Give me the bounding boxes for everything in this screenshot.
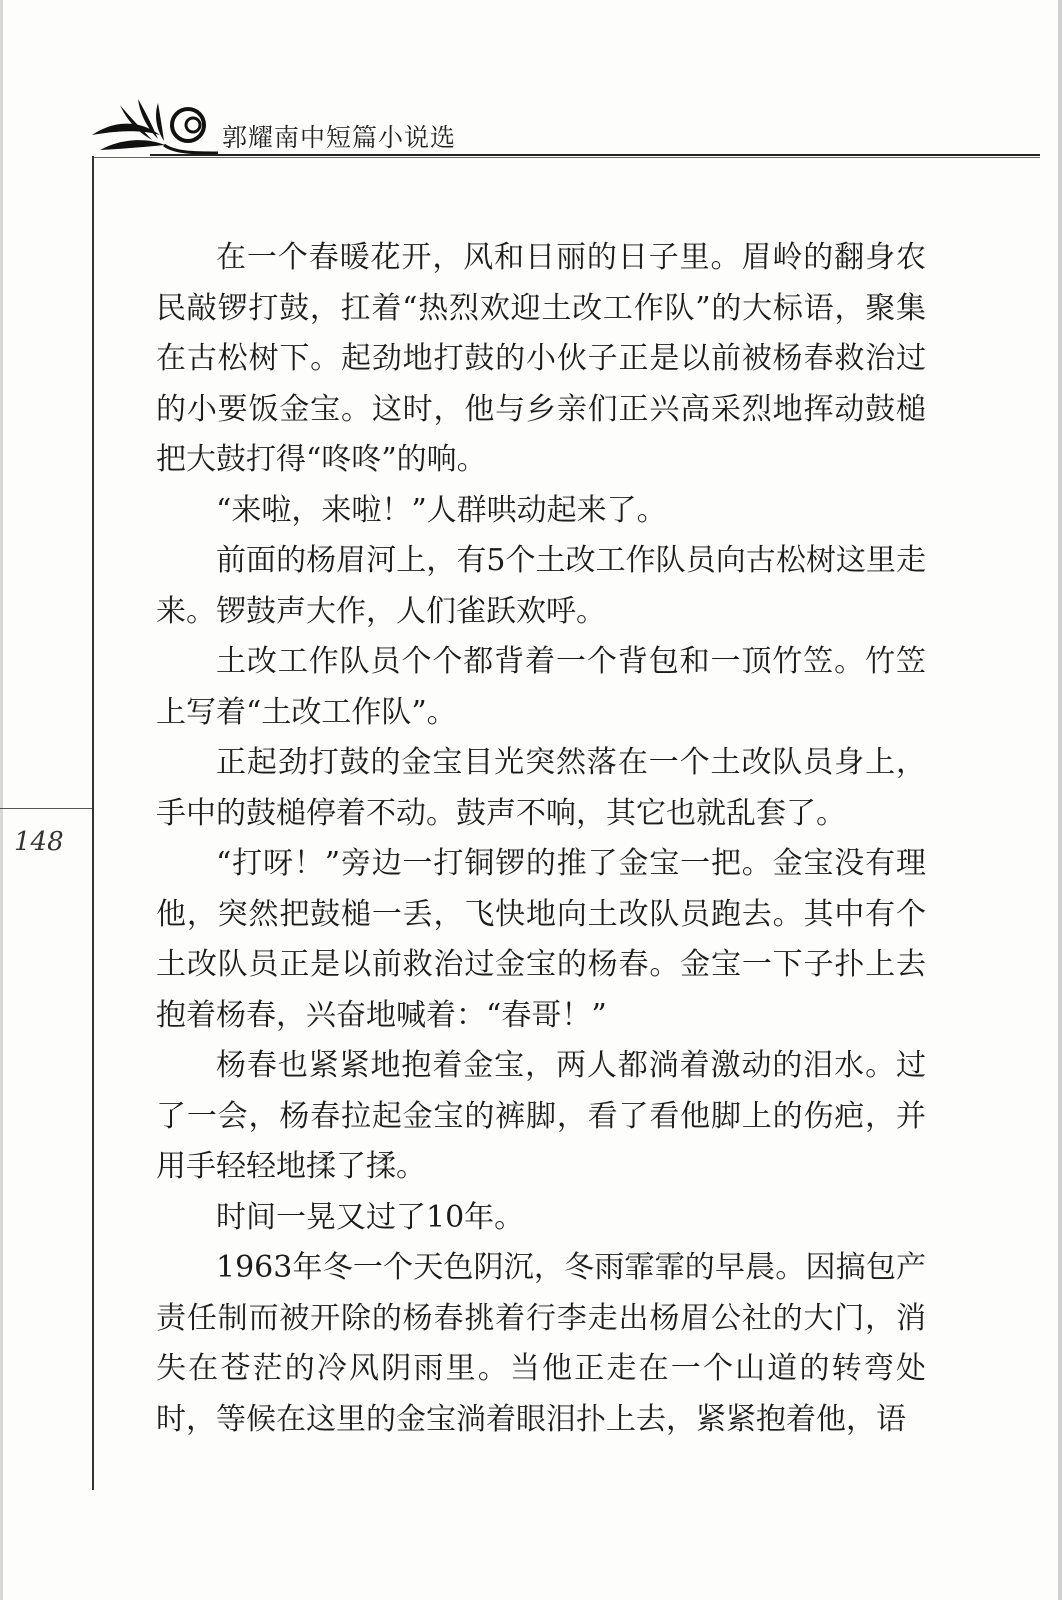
scan-edge-left xyxy=(0,0,3,1600)
paragraph: 前面的杨眉河上，有5个土改工作队员向古松树这里走来。锣鼓声大作，人们雀跃欢呼。 xyxy=(156,543,926,629)
header-rule xyxy=(150,154,1040,156)
frame-left-line xyxy=(92,156,94,1490)
running-head-title: 郭耀南中短篇小说选 xyxy=(222,123,457,152)
page-number: 148 xyxy=(14,827,64,857)
header-ornament-icon xyxy=(90,95,220,160)
frame-top-line xyxy=(92,157,1040,158)
paragraph: “打呀！”旁边一打铜锣的推了金宝一把。金宝没有理他，突然把鼓槌一丢，飞快地向土改队员跑去。其中有个土改队员正是以前救治过金宝的杨春。金宝一下子扑上去抱着杨春，兴奋地喊着：“春哥！” xyxy=(156,846,926,1033)
body-text xyxy=(156,233,926,1445)
paragraph: 在一个春暖花开，风和日丽的日子里。眉岭的翻身农民敲锣打鼓，扛着“热烈欢迎土改工作队”的大标语，聚集在古松树下。起劲地打鼓的小伙子正是以前被杨春救治过的小要饭金宝。这时，他与乡亲们正兴高采烈地挥动鼓槌把大鼓打得“咚咚”的响。 xyxy=(156,240,926,477)
paragraph: 杨春也紧紧地抱着金宝，两人都淌着激动的泪水。过了一会，杨春拉起金宝的裤脚，看了看他脚上的伤疤，并用手轻轻地揉了揉。 xyxy=(156,1048,926,1184)
paragraph: 土改工作队员个个都背着一个背包和一顶竹笠。竹笠上写着“土改工作队”。 xyxy=(156,644,926,730)
paragraph: 时间一晃又过了10年。 xyxy=(216,1199,525,1235)
paragraph: 正起劲打鼓的金宝目光突然落在一个土改队员身上，手中的鼓槌停着不动。鼓声不响，其它也就乱套了。 xyxy=(156,745,926,831)
page-number-rule xyxy=(0,808,92,809)
scan-edge-right xyxy=(1058,0,1062,1600)
paragraph: “来啦，来啦！”人群哄动起来了。 xyxy=(216,492,667,528)
paragraph: 1963年冬一个天色阴沉，冬雨霏霏的早晨。因搞包产责任制而被开除的杨春挑着行李走出杨眉公社的大门，消失在苍茫的冷风阴雨里。当他正走在一个山道的转弯处时，等候在这里的金宝淌着眼泪扑上去，紧紧抱着他，语 xyxy=(156,1250,926,1437)
